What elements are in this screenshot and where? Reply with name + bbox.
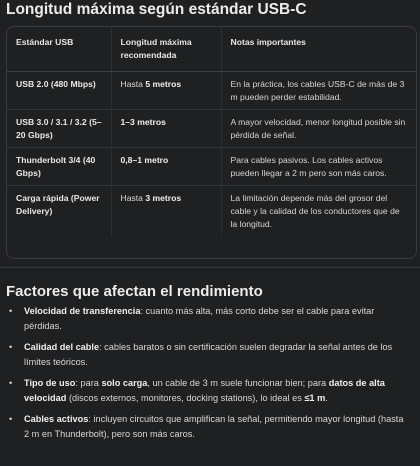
- header-notes: Notas importantes: [221, 27, 416, 72]
- bullet-icon: •: [9, 342, 13, 352]
- table-header-row: [7, 27, 416, 72]
- cell-length: [111, 186, 221, 237]
- cell-notes: Para cables pasivos. Los cables activos pueden llegar a 2 m pero son más caros.: [221, 148, 416, 186]
- list-item: [8, 340, 406, 369]
- item-bold: datos de alta velocidad: [24, 378, 385, 403]
- item-bold: Calidad del cable: [24, 342, 100, 352]
- cell-length-bold: 0,8–1 metro: [120, 155, 169, 165]
- bullet-icon: •: [9, 378, 13, 388]
- table-row: [7, 186, 416, 237]
- cell-length-bold: 3 metros: [145, 193, 182, 203]
- item-text: : incluyen circuitos que amplifican la señal, permitiendo mayor longitud (hasta 2 m en Thunderbolt), pero son más caros.: [24, 414, 404, 439]
- cell-notes: A mayor velocidad, menor longitud posible sin pérdida de señal.: [221, 110, 416, 148]
- cell-length-bold: 1–3 metros: [120, 117, 166, 127]
- cell-length: [111, 72, 221, 110]
- item-text: : para: [75, 378, 102, 388]
- list-item: [8, 412, 406, 441]
- list-item: [8, 304, 406, 333]
- table-row: [7, 110, 416, 148]
- item-bold: Cables activos: [24, 414, 89, 424]
- cell-standard: USB 3.0 / 3.1 / 3.2 (5–20 Gbps): [7, 110, 111, 148]
- bullet-icon: •: [9, 306, 13, 316]
- cell-length-bold: 5 metros: [145, 79, 182, 89]
- cell-notes: La limitación depende más del grosor del cable y la calidad de los conductores que de la longitud.: [230, 193, 400, 229]
- item-text: .: [325, 392, 328, 403]
- section-divider: [0, 267, 420, 268]
- usb-length-table: [6, 26, 417, 259]
- item-text: : cables baratos o sin certificación suelen degradar la señal antes de los límites teóricos.: [24, 342, 393, 367]
- cell-notes: En la práctica, los cables USB-C de más de 3 m pueden perder estabilidad.: [221, 72, 416, 110]
- section-title-factors: Factores que afectan el rendimiento: [6, 283, 263, 300]
- table-row: [7, 148, 416, 186]
- factors-list: [8, 304, 406, 448]
- header-standard: Estándar USB: [7, 27, 111, 72]
- cell-standard: USB 2.0 (480 Mbps): [7, 72, 111, 110]
- item-text: (discos externos, monitores, docking stations), lo ideal es: [66, 392, 305, 403]
- item-text: , un cable de 3 m suele funcionar bien; para: [147, 378, 329, 388]
- bullet-icon: •: [9, 414, 13, 424]
- cell-length: [111, 148, 221, 186]
- item-text: : cuanto más alta, más corto debe ser el cable para evitar pérdidas.: [24, 306, 375, 331]
- table-row: [7, 72, 416, 110]
- header-length: Longitud máxima recomendada: [111, 27, 221, 72]
- table: [7, 27, 416, 236]
- cell-length: [111, 110, 221, 148]
- cell-length-plain: Hasta: [120, 193, 146, 203]
- item-bold: ≤1 m: [304, 392, 326, 403]
- cell-standard: Carga rápida (Power Delivery): [7, 186, 111, 237]
- item-bold: Tipo de uso: [24, 378, 76, 388]
- item-bold: solo carga: [101, 378, 148, 388]
- section-title: Longitud máxima según estándar USB-C: [6, 1, 307, 18]
- list-item: [8, 376, 406, 405]
- cell-standard: Thunderbolt 3/4 (40 Gbps): [7, 148, 111, 186]
- cell-length-plain: Hasta: [120, 79, 146, 89]
- item-bold: Velocidad de transferencia: [24, 306, 141, 316]
